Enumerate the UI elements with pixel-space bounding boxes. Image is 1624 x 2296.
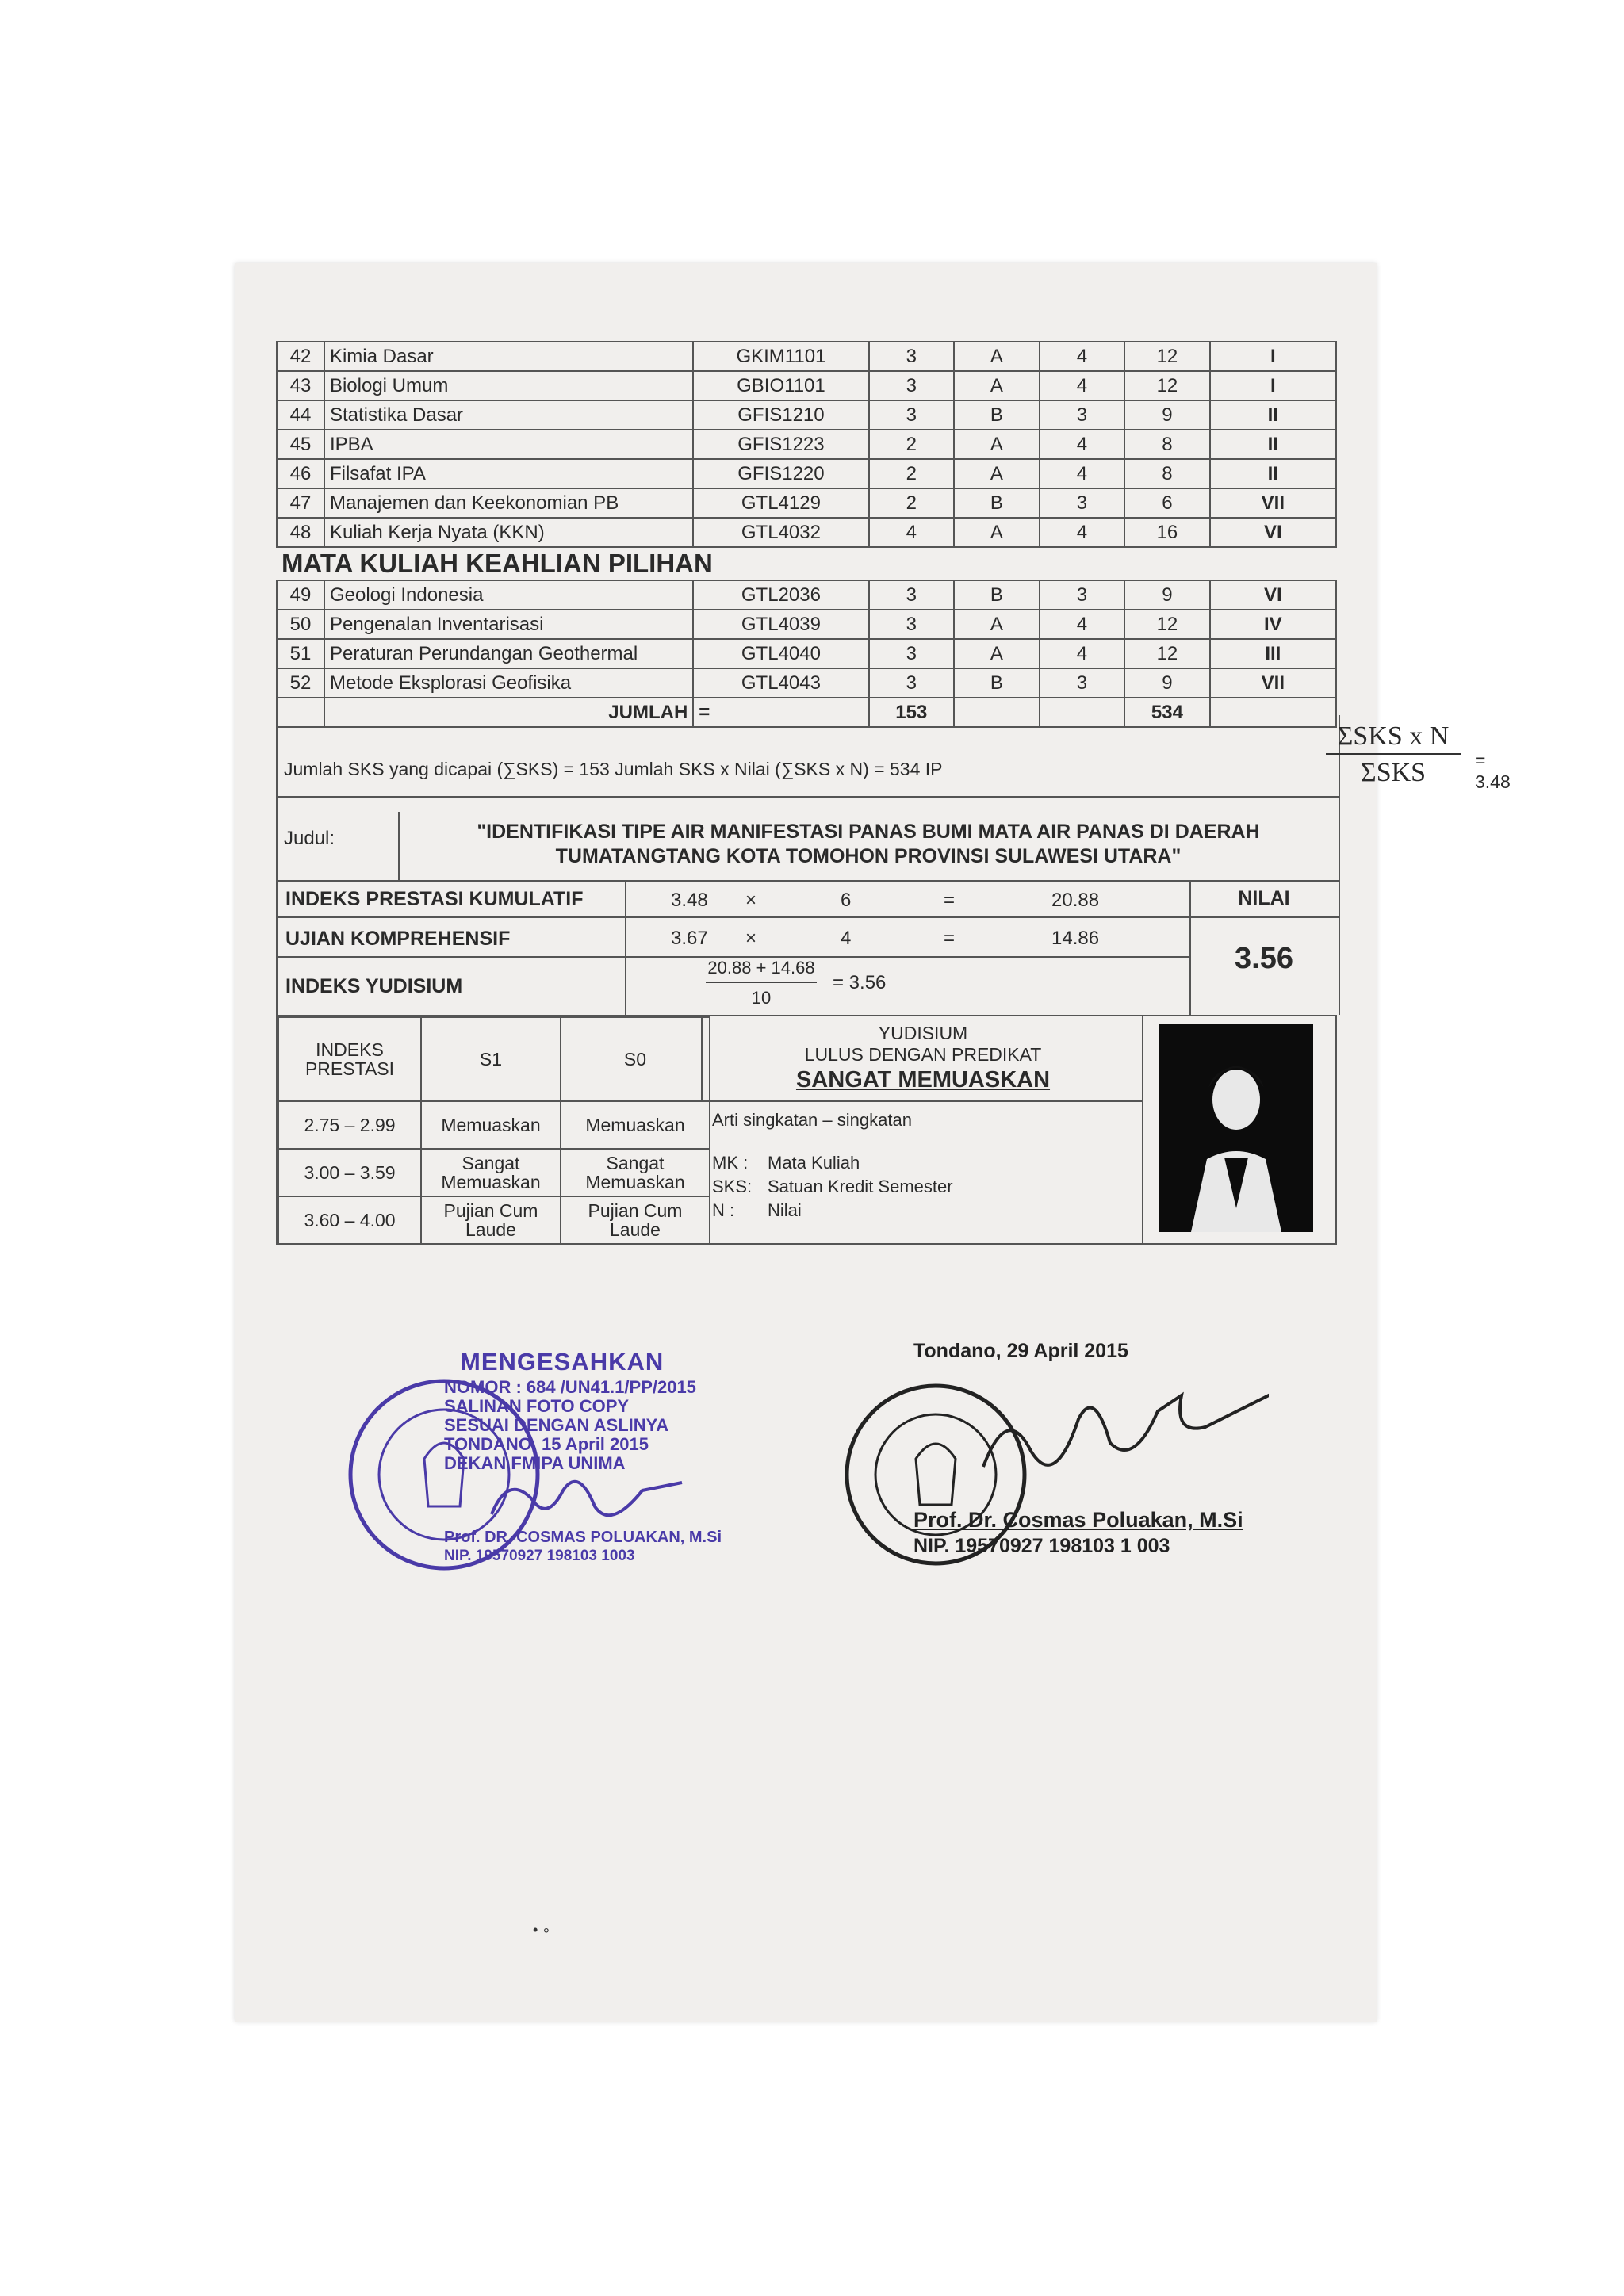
course-sks: 3 bbox=[869, 371, 955, 400]
total-label: JUMLAH bbox=[324, 698, 693, 727]
course-sxn: 12 bbox=[1124, 639, 1210, 668]
ipk-result: 20.88 bbox=[1051, 890, 1100, 911]
course-code: GTL4039 bbox=[693, 610, 868, 639]
comprehensive-weight: 4 bbox=[841, 928, 852, 949]
course-no: 52 bbox=[277, 668, 324, 698]
course-name: Manajemen dan Keekonomian PB bbox=[324, 488, 693, 518]
summary-line: Jumlah SKS yang dicapai (∑SKS) = 153 Jumlah SKS x Nilai (∑SKS x N) = 534 IP bbox=[284, 759, 943, 779]
predicate-s1: Pujian Cum Laude bbox=[421, 1196, 561, 1244]
course-sks: 3 bbox=[869, 580, 955, 610]
course-no: 48 bbox=[277, 518, 324, 547]
course-sxn: 12 bbox=[1124, 610, 1210, 639]
course-code: GTL4032 bbox=[693, 518, 868, 547]
predicate-range: 3.60 – 4.00 bbox=[278, 1196, 421, 1244]
course-row bbox=[277, 610, 1336, 639]
course-code: GTL4043 bbox=[693, 668, 868, 698]
course-sxn: 9 bbox=[1124, 580, 1210, 610]
course-no: 44 bbox=[277, 400, 324, 430]
yudisium-title: YUDISIUM bbox=[878, 1023, 968, 1043]
course-n: 3 bbox=[1040, 580, 1125, 610]
divider bbox=[398, 812, 400, 880]
course-row bbox=[277, 580, 1336, 610]
course-code: GTL2036 bbox=[693, 580, 868, 610]
comprehensive-label: UJIAN KOMPREHENSIF bbox=[285, 928, 511, 950]
course-no: 51 bbox=[277, 639, 324, 668]
course-code: GBIO1101 bbox=[693, 371, 868, 400]
abbreviation-list bbox=[712, 1151, 953, 1223]
course-n: 4 bbox=[1040, 342, 1125, 371]
course-grade: A bbox=[954, 518, 1040, 547]
predicate-s0: Memuaskan bbox=[561, 1101, 710, 1149]
course-grade: B bbox=[954, 400, 1040, 430]
student-photo bbox=[1159, 1024, 1313, 1232]
course-sks: 3 bbox=[869, 639, 955, 668]
predicate-head-s1: S1 bbox=[421, 1017, 561, 1101]
yudisium-result: = 3.56 bbox=[833, 972, 887, 993]
predicate-head-index: INDEKS PRESTASI bbox=[278, 1017, 421, 1101]
summary-box bbox=[276, 715, 1511, 798]
course-sem: III bbox=[1210, 639, 1336, 668]
course-row bbox=[277, 639, 1336, 668]
course-grade: B bbox=[954, 488, 1040, 518]
course-name: Metode Eksplorasi Geofisika bbox=[324, 668, 693, 698]
predicate-head-s0: S0 bbox=[561, 1017, 710, 1101]
abbreviation-item: MK : Mata Kuliah bbox=[712, 1153, 860, 1173]
course-name: Peraturan Perundangan Geothermal bbox=[324, 639, 693, 668]
course-n: 4 bbox=[1040, 518, 1125, 547]
ip-formula-denominator: ΣSKS bbox=[1360, 758, 1427, 787]
predicate-range: 2.75 – 2.99 bbox=[278, 1101, 421, 1149]
predicate-s1: Sangat Memuaskan bbox=[421, 1149, 561, 1196]
course-name: Geologi Indonesia bbox=[324, 580, 693, 610]
yudisium-denominator: 10 bbox=[751, 988, 772, 1008]
course-sxn: 12 bbox=[1124, 342, 1210, 371]
ip-formula bbox=[1326, 721, 1461, 788]
course-sxn: 6 bbox=[1124, 488, 1210, 518]
course-row bbox=[277, 459, 1336, 488]
course-sxn: 12 bbox=[1124, 371, 1210, 400]
signature-block bbox=[841, 1340, 1285, 1586]
section-row bbox=[277, 547, 1336, 580]
course-no: 42 bbox=[277, 342, 324, 371]
ipk-times: × bbox=[745, 890, 757, 911]
course-sem: II bbox=[1210, 430, 1336, 459]
course-sks: 3 bbox=[869, 610, 955, 639]
course-grade: A bbox=[954, 371, 1040, 400]
course-n: 3 bbox=[1040, 400, 1125, 430]
course-sem: II bbox=[1210, 400, 1336, 430]
course-code: GKIM1101 bbox=[693, 342, 868, 371]
course-name: IPBA bbox=[324, 430, 693, 459]
course-grade: B bbox=[954, 580, 1040, 610]
thesis-title-label: Judul: bbox=[284, 828, 335, 849]
yudisium-index-formula bbox=[706, 958, 817, 1008]
course-sks: 2 bbox=[869, 459, 955, 488]
ip-result: = 3.48 bbox=[1475, 750, 1511, 792]
yudisium-index-label: INDEKS YUDISIUM bbox=[285, 975, 463, 997]
comprehensive-value: 3.67 bbox=[671, 928, 708, 949]
comprehensive-result: 14.86 bbox=[1051, 928, 1100, 949]
course-sxn: 8 bbox=[1124, 459, 1210, 488]
course-n: 4 bbox=[1040, 610, 1125, 639]
course-code: GFIS1220 bbox=[693, 459, 868, 488]
course-sxn: 9 bbox=[1124, 400, 1210, 430]
course-grade: B bbox=[954, 668, 1040, 698]
ipk-row bbox=[278, 880, 1189, 918]
ipk-label: INDEKS PRESTASI KUMULATIF bbox=[285, 888, 584, 910]
thesis-title-box bbox=[276, 796, 1340, 882]
course-code: GFIS1210 bbox=[693, 400, 868, 430]
place-date: Tondano, 29 April 2015 bbox=[914, 1340, 1128, 1362]
predicate-table bbox=[278, 1016, 710, 1245]
course-sem: IV bbox=[1210, 610, 1336, 639]
course-n: 4 bbox=[1040, 371, 1125, 400]
signature-icon bbox=[872, 1372, 1269, 1498]
course-name: Statistika Dasar bbox=[324, 400, 693, 430]
nilai-label: NILAI bbox=[1189, 880, 1339, 918]
course-sem: VII bbox=[1210, 668, 1336, 698]
course-sks: 3 bbox=[869, 342, 955, 371]
course-no: 43 bbox=[277, 371, 324, 400]
course-sxn: 9 bbox=[1124, 668, 1210, 698]
stamp-title: MENGESAHKAN bbox=[460, 1348, 665, 1376]
course-sem: VII bbox=[1210, 488, 1336, 518]
course-no: 47 bbox=[277, 488, 324, 518]
course-no: 45 bbox=[277, 430, 324, 459]
ip-formula-numerator: ΣSKS x N bbox=[1326, 721, 1461, 755]
course-grade: A bbox=[954, 430, 1040, 459]
course-name: Kuliah Kerja Nyata (KKN) bbox=[324, 518, 693, 547]
course-row bbox=[277, 488, 1336, 518]
course-grade: A bbox=[954, 639, 1040, 668]
course-row bbox=[277, 668, 1336, 698]
yudisium-predicate-value: SANGAT MEMUASKAN bbox=[795, 1067, 1051, 1093]
course-sem: II bbox=[1210, 459, 1336, 488]
abbreviation-title: Arti singkatan – singkatan bbox=[712, 1110, 912, 1130]
course-sxn: 16 bbox=[1124, 518, 1210, 547]
predicate-s1: Memuaskan bbox=[421, 1101, 561, 1149]
course-sks: 3 bbox=[869, 400, 955, 430]
comprehensive-row bbox=[278, 916, 1189, 958]
course-sem: VI bbox=[1210, 580, 1336, 610]
course-sem: VI bbox=[1210, 518, 1336, 547]
course-code: GFIS1223 bbox=[693, 430, 868, 459]
course-n: 4 bbox=[1040, 459, 1125, 488]
thesis-title: "IDENTIFIKASI TIPE AIR MANIFESTASI PANAS BUMI MATA AIR PANAS DI DAERAH TUMATANGTANG KOTA TOMOHON PROVINSI SULAWESI UTARA" bbox=[477, 821, 1260, 867]
predicate-s0: Sangat Memuaskan bbox=[561, 1149, 710, 1196]
course-n: 4 bbox=[1040, 430, 1125, 459]
abbreviation-item: SKS: Satuan Kredit Semester bbox=[712, 1177, 953, 1196]
signer-name: Prof. Dr. Cosmas Poluakan, M.Si bbox=[914, 1508, 1243, 1532]
total-sxn: 534 bbox=[1124, 698, 1210, 727]
course-row bbox=[277, 342, 1336, 371]
course-n: 3 bbox=[1040, 488, 1125, 518]
course-grade: A bbox=[954, 459, 1040, 488]
course-sem: I bbox=[1210, 371, 1336, 400]
ipk-value: 3.48 bbox=[671, 890, 708, 911]
signature-icon bbox=[484, 1467, 690, 1538]
predicate-s0: Pujian Cum Laude bbox=[561, 1196, 710, 1244]
course-sem: I bbox=[1210, 342, 1336, 371]
signer-nip: NIP. 19570927 198103 1 003 bbox=[914, 1535, 1170, 1557]
section-title: MATA KULIAH KEAHLIAN PILIHAN bbox=[277, 547, 1336, 580]
course-n: 4 bbox=[1040, 639, 1125, 668]
course-n: 3 bbox=[1040, 668, 1125, 698]
yudisium-subtitle: LULUS DENGAN PREDIKAT bbox=[804, 1044, 1042, 1065]
course-code: GTL4040 bbox=[693, 639, 868, 668]
photo-frame bbox=[1142, 1016, 1337, 1243]
grades-table bbox=[276, 341, 1337, 728]
ipk-weight: 6 bbox=[841, 890, 852, 911]
comprehensive-times: × bbox=[745, 928, 757, 949]
yudisium-numerator: 20.88 + 14.68 bbox=[706, 958, 817, 983]
stamp-signer-nip: NIP. 19570927 198103 1003 bbox=[444, 1548, 635, 1564]
nilai-value: 3.56 bbox=[1235, 942, 1293, 975]
course-no: 49 bbox=[277, 580, 324, 610]
course-sks: 2 bbox=[869, 430, 955, 459]
course-sxn: 8 bbox=[1124, 430, 1210, 459]
course-row bbox=[277, 371, 1336, 400]
abbreviation-item: N : Nilai bbox=[712, 1200, 802, 1220]
predicate-range: 3.00 – 3.59 bbox=[278, 1149, 421, 1196]
course-no: 50 bbox=[277, 610, 324, 639]
course-name: Kimia Dasar bbox=[324, 342, 693, 371]
course-grade: A bbox=[954, 342, 1040, 371]
course-code: GTL4129 bbox=[693, 488, 868, 518]
stamp-text: NOMOR : 684 /UN41.1/PP/2015 SALINAN FOTO COPY SESUAI DENGAN ASLINYA TONDANO, 15 April 2015 DEKAN FMIPA UNIMA bbox=[444, 1377, 696, 1473]
course-name: Pengenalan Inventarisasi bbox=[324, 610, 693, 639]
divider bbox=[625, 880, 626, 1015]
comprehensive-equals: = bbox=[944, 928, 956, 949]
course-row bbox=[277, 518, 1336, 547]
course-name: Biologi Umum bbox=[324, 371, 693, 400]
validation-stamp bbox=[341, 1348, 785, 1586]
yudisium-predicate bbox=[701, 1016, 1143, 1102]
yudisium-box bbox=[276, 1015, 1337, 1245]
course-sks: 3 bbox=[869, 668, 955, 698]
course-row bbox=[277, 400, 1336, 430]
course-row bbox=[277, 430, 1336, 459]
total-equals: = bbox=[693, 698, 868, 727]
stamp-signer-name: Prof. DR. COSMAS POLUAKAN, M.Si bbox=[444, 1529, 722, 1546]
course-grade: A bbox=[954, 610, 1040, 639]
course-sks: 2 bbox=[869, 488, 955, 518]
course-sks: 4 bbox=[869, 518, 955, 547]
total-sks: 153 bbox=[869, 698, 955, 727]
course-name: Filsafat IPA bbox=[324, 459, 693, 488]
speck: • ∘ bbox=[533, 1922, 551, 1938]
grade-index-box bbox=[276, 880, 1340, 1015]
ipk-equals: = bbox=[944, 890, 956, 911]
course-no: 46 bbox=[277, 459, 324, 488]
